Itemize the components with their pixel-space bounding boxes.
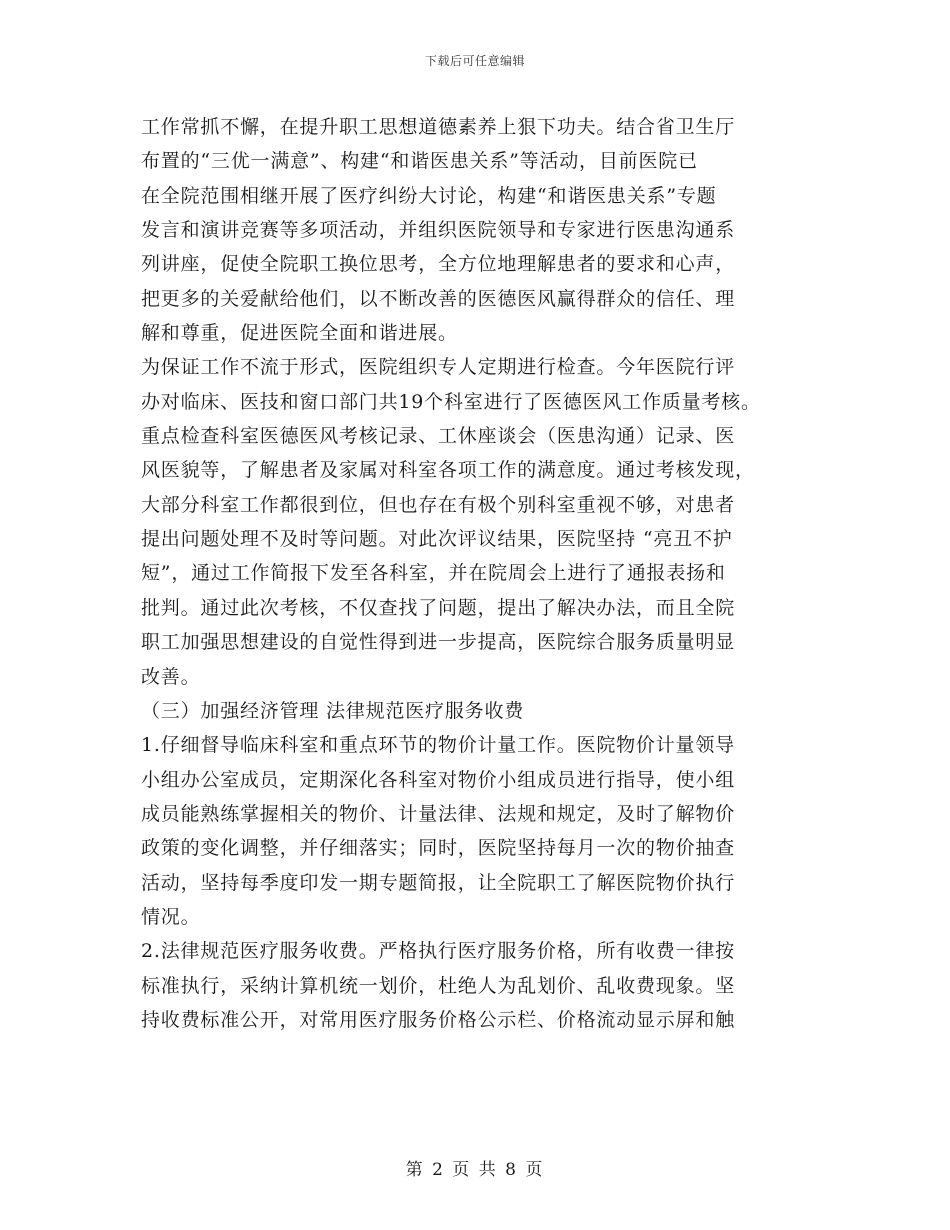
page-number: 第 2 页 共 8 页 xyxy=(405,1160,545,1180)
text-line: 大部分科室工作都很到位，但也存在有极个别科室重视不够，对患者 xyxy=(141,493,736,516)
text-line: 重点检查科室医德医风考核记录、工休座谈会（医患沟通）记录、医 xyxy=(141,425,736,448)
text-line: 职工加强思想建设的自觉性得到进一步提高，医院综合服务质量明显 xyxy=(141,631,736,654)
text-line: 批判。通过此次考核，不仅查找了问题，提出了解决办法，而且全院 xyxy=(141,596,736,619)
text-line: 提出问题处理不及时等问题。对此次评议结果，医院坚持 “亮丑不护 xyxy=(141,528,733,551)
text-line: 持收费标准公开，对常用医疗服务价格公示栏、价格流动显示屏和触 xyxy=(141,1008,736,1031)
text-line: 政策的变化调整，并仔细落实；同时，医院坚持每月一次的物价抽查 xyxy=(141,837,736,860)
text-line: 2.法律规范医疗服务收费。严格执行医疗服务价格，所有收费一律按 xyxy=(141,940,735,963)
text-line: 1.仔细督导临床科室和重点环节的物价计量工作。医院物价计量领导 xyxy=(141,734,735,757)
text-line: 工作常抓不懈，在提升职工思想道德素养上狠下功夫。结合省卫生厅 xyxy=(141,116,736,138)
text-line: 在全院范围相继开展了医疗纠纷大讨论，构建“和谐医患关系”专题 xyxy=(141,184,717,207)
text-line: 办对临床、医技和窗口部门共19个科室进行了医德医风工作质量考核。 xyxy=(141,390,761,413)
text-line: 为保证工作不流于形式，医院组织专人定期进行检查。今年医院行评 xyxy=(141,356,736,379)
section-heading: （三）加强经济管理 法律规范医疗服务收费 xyxy=(141,699,525,722)
text-line: 布置的“三优一满意”、构建“和谐医患关系”等活动，目前医院已 xyxy=(141,150,698,173)
text-line: 活动，坚持每季度印发一期专题简报，让全院职工了解医院物价执行 xyxy=(141,871,736,894)
text-line: 风医貌等，了解患者及家属对科室各项工作的满意度。通过考核发现， xyxy=(141,459,755,482)
document-body xyxy=(141,110,821,1037)
text-line: 情况。 xyxy=(141,905,201,928)
text-line: 成员能熟练掌握相关的物价、计量法律、法规和规定，及时了解物价 xyxy=(141,802,736,825)
text-line: 标准执行，采纳计算机统一划价，杜绝人为乱划价、乱收费现象。坚 xyxy=(141,974,736,997)
text-line: 列讲座，促使全院职工换位思考，全方位地理解患者的要求和心声， xyxy=(141,253,736,276)
text-line: 把更多的关爱献给他们，以不断改善的医德医风赢得群众的信任、理 xyxy=(141,287,736,310)
text-line: 解和尊重，促进医院全面和谐进展。 xyxy=(141,322,458,345)
text-line: 小组办公室成员，定期深化各科室对物价小组成员进行指导，使小组 xyxy=(141,768,736,791)
page-header: 下载后可任意编辑 xyxy=(424,54,525,68)
text-line: 短”，通过工作简报下发至各科室，并在院周会上进行了通报表扬和 xyxy=(141,562,726,585)
text-line: 发言和演讲竞赛等多项活动，并组织医院领导和专家进行医患沟通系 xyxy=(141,219,736,242)
text-line: 改善。 xyxy=(141,665,201,688)
